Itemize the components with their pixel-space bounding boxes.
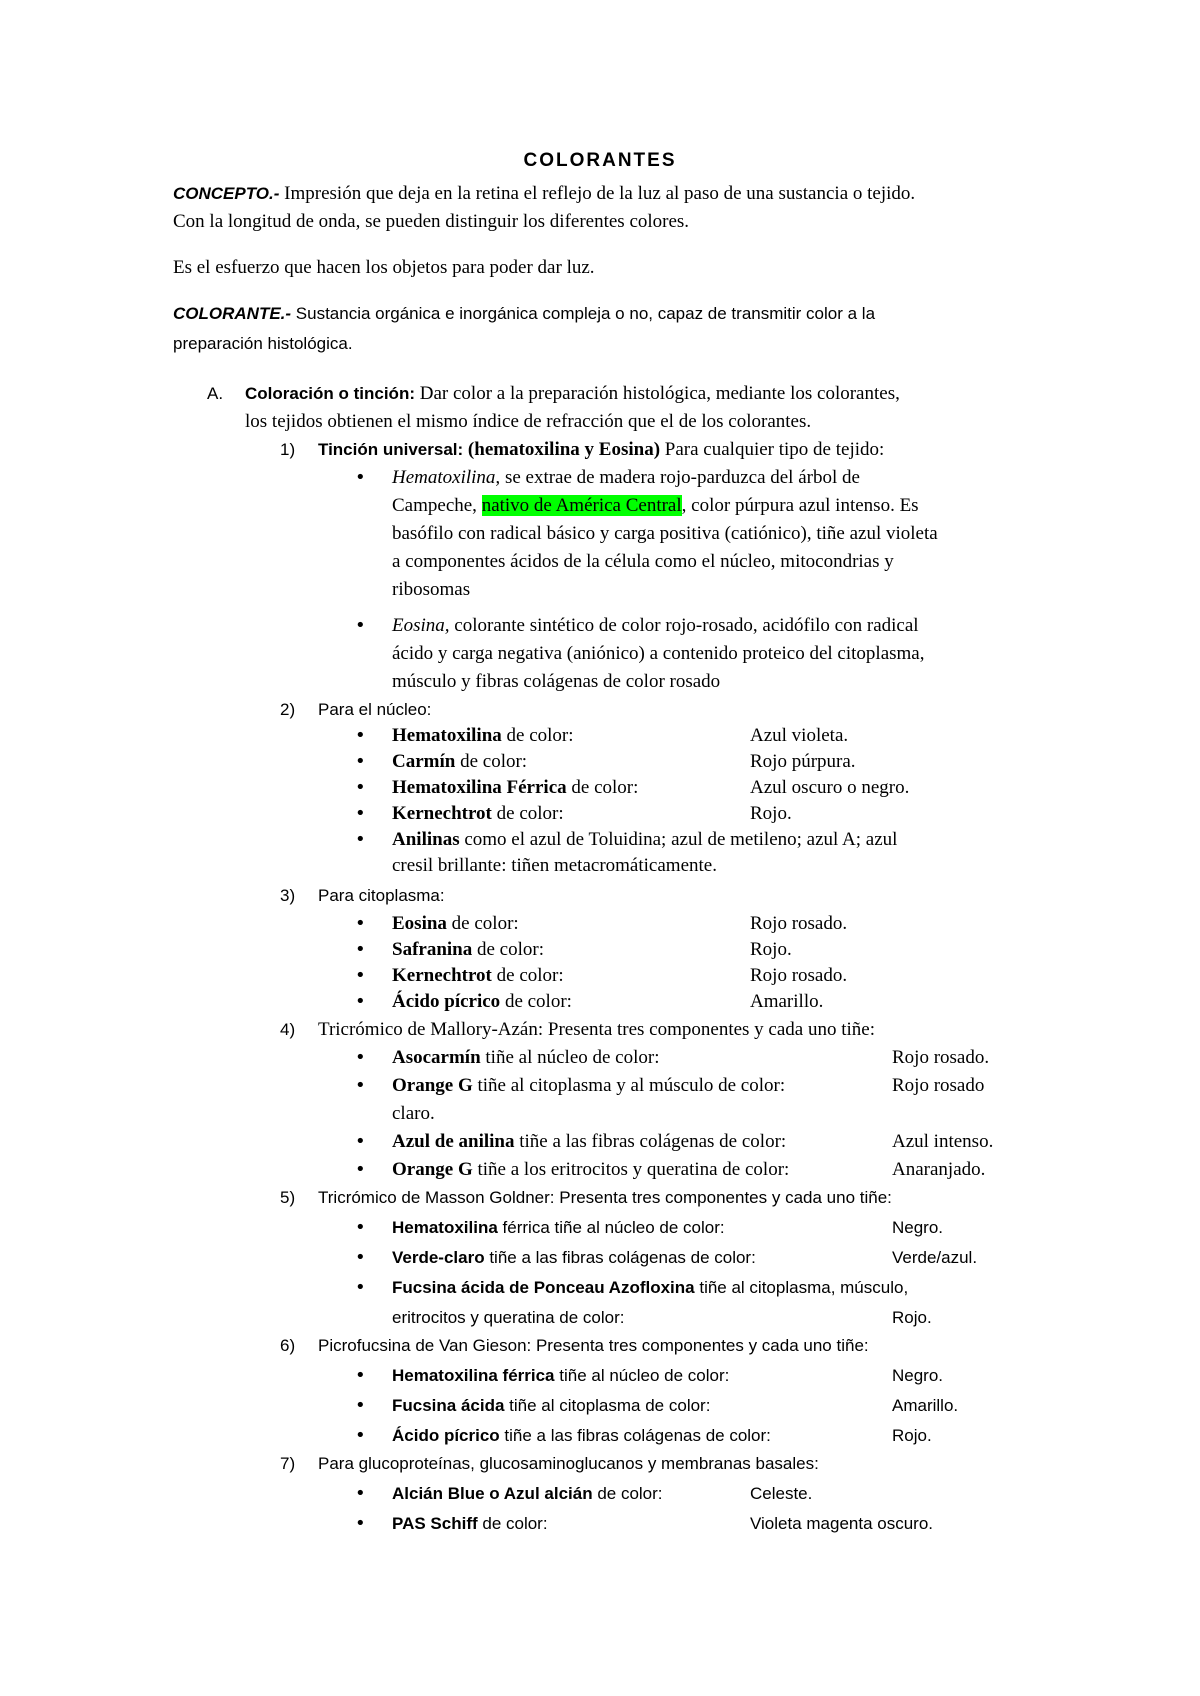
item-1-b2-line-1: [392, 612, 919, 640]
row-text: de color:: [491, 803, 564, 824]
row-bold: Hematoxilina Férrica: [392, 777, 567, 798]
row-value: Rojo rosado.: [750, 913, 848, 934]
item-1-b1-line-5: ribosomas: [392, 579, 471, 600]
row-value: Azul oscuro o negro.: [750, 777, 910, 798]
item-3-row: [392, 910, 519, 938]
item-1-b1-l2b: , color púrpura azul intenso. Es: [681, 495, 919, 516]
item-3-row: [392, 988, 572, 1016]
item-5-label: Tricrómico de Masson Goldner: Presenta tres componentes y cada uno tiñe:: [318, 1188, 892, 1207]
row-bold: Hematoxilina: [392, 1218, 498, 1237]
item-2-row: [392, 722, 574, 750]
item-4-row: [392, 1156, 789, 1184]
row-value: Rojo.: [892, 1308, 932, 1327]
row-bold: Safranina: [392, 939, 473, 960]
row-bold: Anilinas: [392, 829, 460, 850]
row-bold: PAS Schiff: [392, 1514, 478, 1533]
row-value: Rojo púrpura.: [750, 751, 856, 772]
item-1-bold2: (hematoxilina y Eosina): [463, 439, 661, 460]
item-2-number: 2): [280, 700, 296, 719]
bullet-icon: •: [355, 725, 366, 746]
item-1-b1-italic: Hematoxilina,: [392, 467, 501, 488]
row-bold: Fucsina ácida de Ponceau Azofloxina: [392, 1278, 695, 1297]
section-a-marker: A.: [207, 384, 224, 403]
colorante-label: COLORANTE.-: [173, 304, 292, 323]
item-7-number: 7): [280, 1454, 296, 1473]
row-bold: Eosina: [392, 913, 447, 934]
item-6-number: 6): [280, 1336, 296, 1355]
item-5-row: [392, 1274, 908, 1302]
bullet-icon: •: [355, 1159, 366, 1180]
item-3-row: [392, 962, 564, 990]
bullet-icon: •: [355, 939, 366, 960]
item-2-row: [392, 800, 564, 828]
item-7-row: [392, 1510, 548, 1538]
row-text: de color:: [446, 913, 519, 934]
item-6-row: [392, 1392, 710, 1420]
item-7-label: Para glucoproteínas, glucosaminoglucanos y membranas basales:: [318, 1454, 819, 1473]
item-5-row: [392, 1214, 725, 1242]
concepto-text-1: Impresión que deja en la retina el reflejo de la luz al paso de una sustancia o tejido.: [279, 183, 916, 204]
row-bold: Orange G: [392, 1075, 473, 1096]
row-text: tiñe al núcleo de color:: [554, 1366, 730, 1385]
row-bold: Carmín: [392, 751, 456, 772]
item-1-b1-line-2: [392, 492, 919, 520]
row-text: de color:: [477, 1514, 548, 1533]
item-2-row: [392, 748, 527, 776]
row-bold: Kernechtrot: [392, 965, 492, 986]
item-2-label: Para el núcleo:: [318, 700, 432, 719]
item-1-b2-line-3: músculo y fibras colágenas de color rosado: [392, 671, 721, 692]
row-text: de color:: [566, 777, 639, 798]
item-6-row: [392, 1422, 771, 1450]
concepto-line-1: [173, 180, 915, 208]
row-bold: Hematoxilina férrica: [392, 1366, 555, 1385]
item-1-number: 1): [280, 440, 296, 459]
section-a-text-1: Dar color a la preparación histológica, mediante los colorantes,: [415, 383, 900, 404]
bullet-icon: •: [355, 1047, 366, 1068]
bullet-icon: •: [355, 991, 366, 1012]
item-6-label: Picrofucsina de Van Gieson: Presenta tres componentes y cada uno tiñe:: [318, 1336, 869, 1355]
row-text: tiñe al citoplasma de color:: [504, 1396, 711, 1415]
row-bold: Ácido pícrico: [392, 991, 501, 1012]
row-value: Verde/azul.: [892, 1248, 978, 1267]
page-title: COLORANTES: [523, 150, 677, 171]
row-value: Azul intenso.: [892, 1131, 994, 1152]
bullet-icon: •: [355, 1277, 366, 1298]
row-bold: Verde-claro: [392, 1248, 485, 1267]
row-bold: Hematoxilina: [392, 725, 502, 746]
row-value: Rojo rosado.: [892, 1047, 990, 1068]
bullet-icon: •: [355, 1131, 366, 1152]
bullet-icon: •: [355, 1075, 366, 1096]
row-bold: Asocarmín: [392, 1047, 481, 1068]
row-value: Negro.: [892, 1218, 944, 1237]
bullet-icon: •: [355, 1395, 366, 1416]
row-continuation: eritrocitos y queratina de color:: [392, 1308, 625, 1327]
bullet-icon: •: [355, 1217, 366, 1238]
row-value: Amarillo.: [892, 1396, 959, 1415]
row-text: de color:: [501, 725, 574, 746]
row-value: Violeta magenta oscuro.: [750, 1514, 934, 1533]
row-value: Anaranjado.: [892, 1159, 986, 1180]
item-4-row: [392, 1128, 786, 1156]
section-a-text-2: los tejidos obtienen el mismo índice de refracción que el de los colorantes.: [245, 411, 812, 432]
item-4-row: [392, 1072, 785, 1100]
row-text: como el azul de Toluidina; azul de metileno; azul A; azul: [459, 829, 898, 850]
row-bold: Orange G: [392, 1159, 473, 1180]
row-continuation: claro.: [392, 1103, 435, 1124]
row-bold: Ácido pícrico: [392, 1426, 500, 1445]
row-value: Azul violeta.: [750, 725, 849, 746]
bullet-icon: •: [355, 751, 366, 772]
item-1-label: Tinción universal:: [318, 440, 464, 459]
concepto-label: CONCEPTO.-: [173, 184, 280, 203]
row-text: de color:: [592, 1484, 663, 1503]
item-3-row: [392, 936, 544, 964]
row-value: Rojo rosado: [892, 1075, 985, 1096]
item-5-row: [392, 1244, 756, 1272]
bullet-icon: •: [355, 467, 366, 488]
item-1-b1-l2a: Campeche,: [392, 495, 482, 516]
item-3-number: 3): [280, 886, 296, 905]
item-1-b2-italic: Eosina,: [392, 615, 450, 636]
colorante-text-2: preparación histológica.: [173, 334, 353, 353]
bullet-icon: •: [355, 913, 366, 934]
item-2-anilinas-line-2: cresil brillante: tiñen metacromáticamente.: [392, 855, 717, 876]
row-value: Celeste.: [750, 1484, 813, 1503]
colorante-text-1: Sustancia orgánica e inorgánica compleja o no, capaz de transmitir color a la: [291, 304, 876, 323]
row-value: Negro.: [892, 1366, 944, 1385]
row-text: de color:: [500, 991, 572, 1012]
row-text: tiñe a los eritrocitos y queratina de color:: [472, 1159, 790, 1180]
item-1-b1-line-1: [392, 464, 860, 492]
row-text: férrica tiñe al núcleo de color:: [497, 1218, 725, 1237]
row-bold: Kernechtrot: [392, 803, 492, 824]
concepto-text-2: Con la longitud de onda, se pueden distinguir los diferentes colores.: [173, 211, 690, 232]
section-a-line-1: [245, 380, 900, 408]
bullet-icon: •: [355, 965, 366, 986]
item-5-number: 5): [280, 1188, 296, 1207]
row-text: de color:: [455, 751, 528, 772]
item-1-text: Para cualquier tipo de tejido:: [660, 439, 885, 460]
row-value: Rojo.: [750, 939, 792, 960]
row-bold: Azul de anilina: [392, 1131, 515, 1152]
bullet-icon: •: [355, 1247, 366, 1268]
row-value: Rojo rosado.: [750, 965, 848, 986]
colorante-line-1: [173, 300, 875, 328]
row-text: tiñe al citoplasma y al músculo de color:: [472, 1075, 786, 1096]
item-1-b1-l1: se extrae de madera rojo-parduzca del árbol de: [500, 467, 860, 488]
item-1-b2-line-2: ácido y carga negativa (aniónico) a contenido proteico del citoplasma,: [392, 643, 925, 664]
row-value: Amarillo.: [750, 991, 824, 1012]
bullet-icon: •: [355, 1425, 366, 1446]
item-1-b2-l1: colorante sintético de color rojo-rosado, acidófilo con radical: [449, 615, 919, 636]
row-text: tiñe al núcleo de color:: [480, 1047, 660, 1068]
bullet-icon: •: [355, 1483, 366, 1504]
row-value: Rojo.: [750, 803, 792, 824]
row-value: Rojo.: [892, 1426, 932, 1445]
concepto-text-3: Es el esfuerzo que hacen los objetos para poder dar luz.: [173, 257, 595, 278]
bullet-icon: •: [355, 829, 366, 850]
item-4-row: [392, 1044, 660, 1072]
item-1-b1-line-4: a componentes ácidos de la célula como el núcleo, mitocondrias y: [392, 551, 894, 572]
bullet-icon: •: [355, 615, 366, 636]
item-2-anilinas-line-1: [392, 826, 897, 854]
row-text: tiñe a las fibras colágenas de color:: [499, 1426, 771, 1445]
row-bold: Alcián Blue o Azul alcián: [392, 1484, 593, 1503]
row-text: tiñe al citoplasma, músculo,: [694, 1278, 909, 1297]
item-2-row: [392, 774, 638, 802]
row-text: de color:: [491, 965, 564, 986]
bullet-icon: •: [355, 1513, 366, 1534]
item-4-label: Tricrómico de Mallory-Azán: Presenta tres componentes y cada uno tiñe:: [318, 1019, 876, 1040]
item-1-heading: [318, 436, 884, 464]
item-6-row: [392, 1362, 729, 1390]
item-4-number: 4): [280, 1020, 296, 1039]
bullet-icon: •: [355, 1365, 366, 1386]
bullet-icon: •: [355, 777, 366, 798]
row-bold: Fucsina ácida: [392, 1396, 505, 1415]
item-3-label: Para citoplasma:: [318, 886, 445, 905]
highlighted-text: nativo de América Central: [481, 495, 682, 516]
section-a-label: Coloración o tinción:: [245, 384, 415, 403]
item-7-row: [392, 1480, 663, 1508]
row-text: de color:: [472, 939, 545, 960]
bullet-icon: •: [355, 803, 366, 824]
row-text: tiñe a las fibras colágenas de color:: [514, 1131, 787, 1152]
item-1-b1-line-3: basófilo con radical básico y carga positiva (catiónico), tiñe azul violeta: [392, 523, 938, 544]
row-text: tiñe a las fibras colágenas de color:: [484, 1248, 756, 1267]
